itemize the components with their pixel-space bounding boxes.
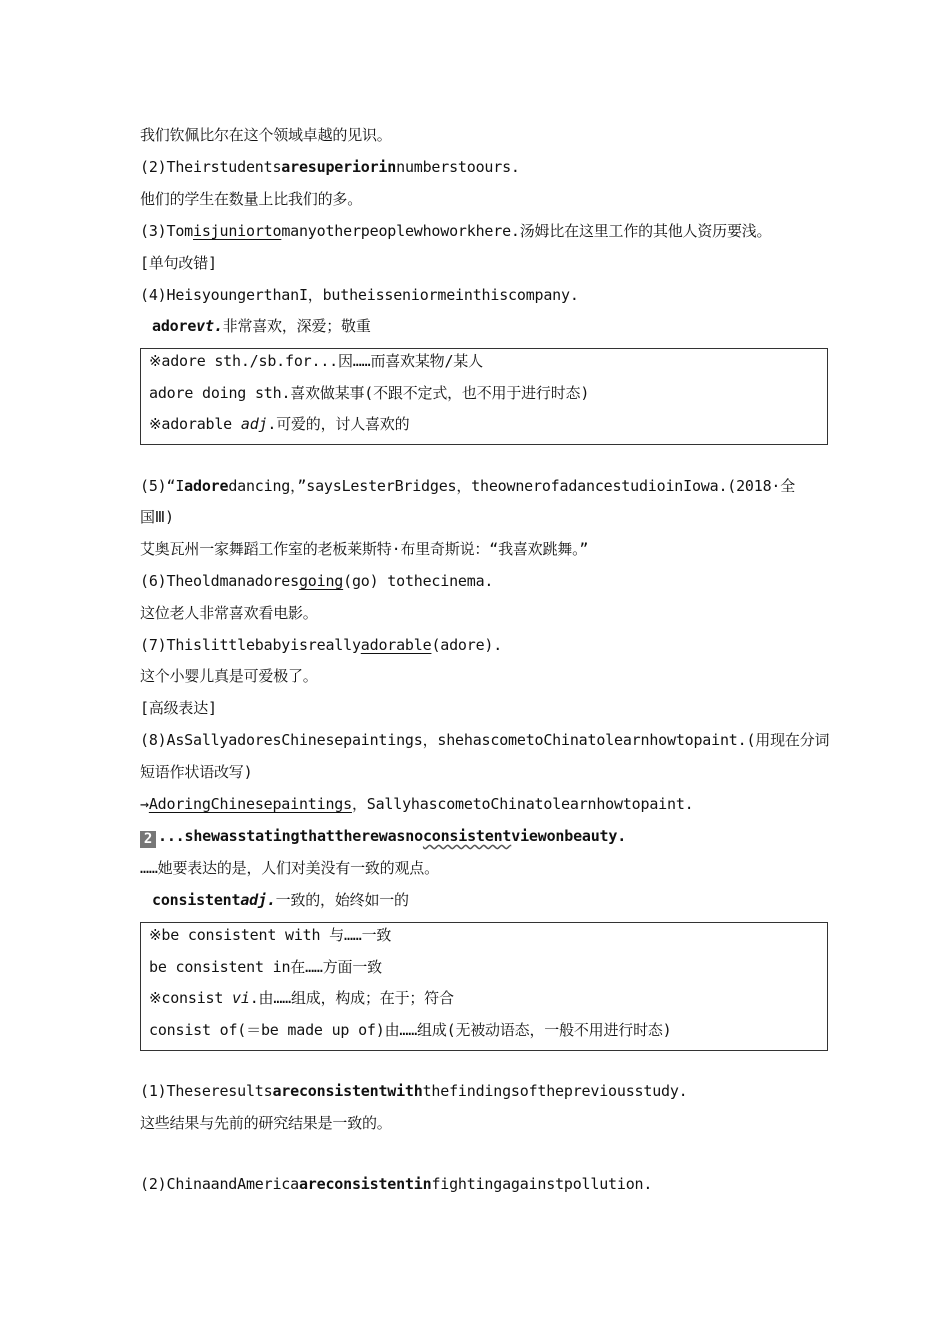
translation-line: 这些结果与先前的研究结果是一致的。 xyxy=(140,1114,392,1132)
key-phrase: aresuperiorin xyxy=(281,158,397,176)
usage-row: adore doing sth.喜欢做某事(不跟不定式，也不用于进行时态) xyxy=(149,384,590,402)
usage-row: ※adore sth./sb.for...因……而喜欢某物/某人 xyxy=(149,352,483,370)
example-sentence-2: (2)Theirstudentsaresuperiorinnumberstoours. xyxy=(140,158,520,176)
example-sentence-4: (4)HeisyoungerthanI，butheisseniormeinthiscompany. xyxy=(140,286,579,304)
translation-line: 他们的学生在数量上比我们的多。 xyxy=(140,190,363,208)
section-heading-advanced: [高级表达] xyxy=(140,699,217,717)
example-sentence-7: (7)Thislittlebabyisreallyadorable(adore). xyxy=(140,636,503,654)
example-sentence-c2: (2)ChinaandAmericaareconsistentinfightingagainstpollution. xyxy=(140,1175,653,1193)
usage-row: ※adorable adj.可爱的，讨人喜欢的 xyxy=(149,415,410,433)
answer-blank: adorable xyxy=(360,636,432,654)
key-phrase: adore xyxy=(184,477,229,495)
key-phrase: isjuniorto xyxy=(193,222,282,240)
key-phrase: areconsistentin xyxy=(298,1175,432,1193)
translation-line: 艾奥瓦州一家舞蹈工作室的老板莱斯特·布里奇斯说：“我喜欢跳舞。” xyxy=(140,540,589,558)
usage-row: ※be consistent with 与……一致 xyxy=(149,926,392,944)
vocab-entry-adore: adorevt.非常喜欢，深爱；敬重 xyxy=(152,317,371,335)
example-sentence-c1: (1)Theseresultsareconsistentwiththefindingsofthepreviousstudy. xyxy=(140,1082,688,1100)
section-number-badge: 2 xyxy=(140,831,156,848)
usage-row: be consistent in在……方面一致 xyxy=(149,958,382,976)
translation-line: 这个小婴儿真是可爱极了。 xyxy=(140,667,318,685)
instruction-line: 短语作状语改写) xyxy=(140,763,253,781)
part-of-speech: adj xyxy=(240,415,268,433)
rewrite-answer: →AdoringChinesepaintings，SallyhascometoChinatolearnhowtopaint. xyxy=(140,795,694,813)
part-of-speech: vt. xyxy=(196,317,223,335)
vocab-word: adore xyxy=(152,317,197,335)
translation-line: 这位老人非常喜欢看电影。 xyxy=(140,604,318,622)
answer-blank: going xyxy=(298,572,344,590)
section-heading-error-correction: [单句改错] xyxy=(140,254,217,272)
part-of-speech: adj. xyxy=(240,891,276,909)
translation-line: ……她要表达的是，人们对美没有一致的观点。 xyxy=(140,859,439,877)
part-of-speech: vi xyxy=(232,989,250,1007)
key-word: consistent xyxy=(422,827,512,845)
example-sentence-6: (6)Theoldmanadoresgoing(go) tothecinema. xyxy=(140,572,494,590)
usage-row: ※consist vi.由……组成，构成；在于；符合 xyxy=(149,989,454,1007)
source-line: 国Ⅲ) xyxy=(140,508,174,526)
point-2-sentence: 2 ...shewasstatingthattherewasnoconsistentviewonbeauty. xyxy=(140,826,626,846)
key-phrase: areconsistentwith xyxy=(272,1082,423,1100)
vocab-word: consistent xyxy=(152,891,241,909)
answer-blank: AdoringChinesepaintings xyxy=(148,795,352,813)
usage-box-consistent xyxy=(140,922,828,1051)
example-sentence-3: (3)Tomisjuniortomanyotherpeoplewhoworkhere.汤姆比在这里工作的其他人资历要浅。 xyxy=(140,222,772,240)
translation-line: 我们钦佩比尔在这个领域卓越的见识。 xyxy=(140,126,392,144)
usage-box-adore xyxy=(140,348,828,445)
example-sentence-5: (5)“Iadoredancing，”saysLesterBridges，theownerofadancestudioinIowa.(2018·全 xyxy=(140,477,796,495)
arrow-icon: → xyxy=(140,795,149,813)
vocab-entry-consistent: consistentadj.一致的，始终如一的 xyxy=(152,891,409,909)
example-sentence-8: (8)AsSallyadoresChinesepaintings，shehascometoChinatolearnhowtopaint.(用现在分词 xyxy=(140,731,830,749)
usage-row: consist of(＝be made up of)由……组成(无被动语态，一般不用进行时态) xyxy=(149,1021,672,1039)
